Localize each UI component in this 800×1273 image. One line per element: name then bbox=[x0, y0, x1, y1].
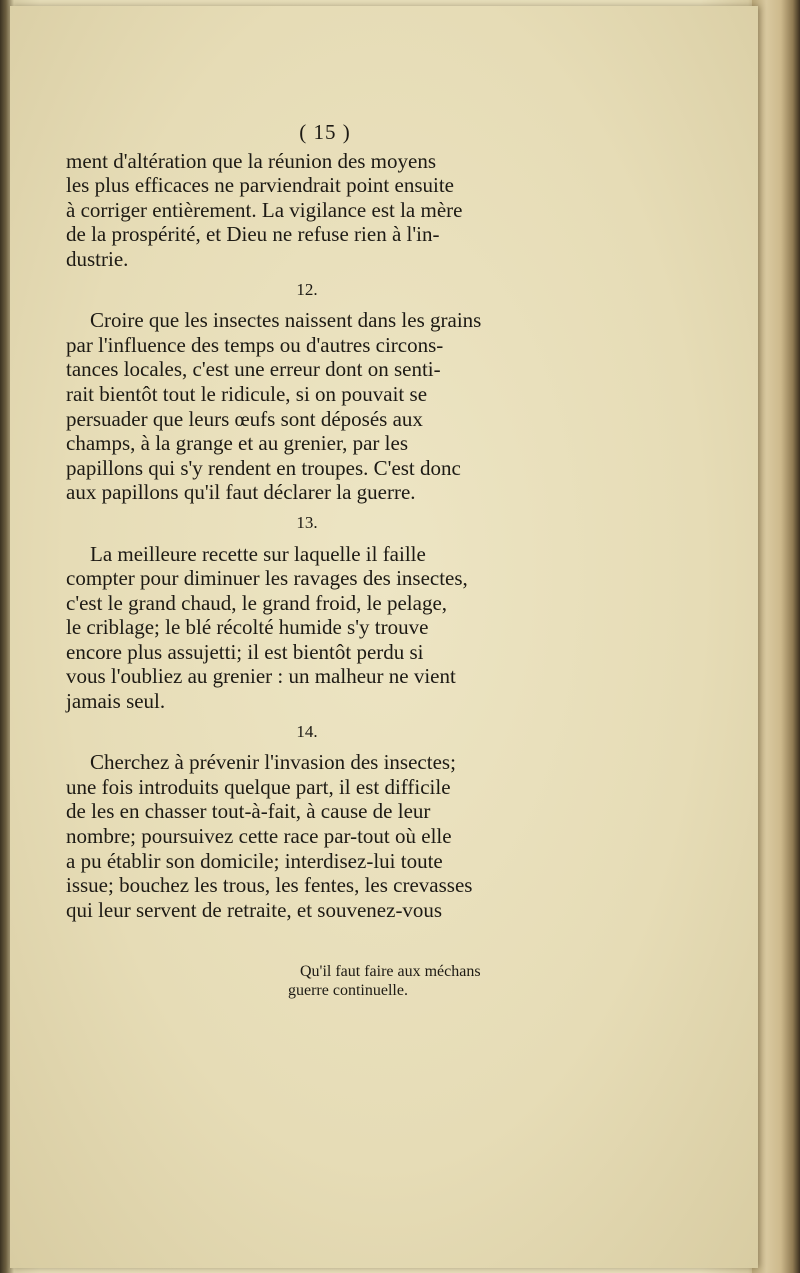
section-number-12: 12. bbox=[296, 279, 318, 299]
opening-paragraph bbox=[66, 149, 548, 272]
section-12-paragraph bbox=[66, 308, 548, 505]
text-line: La meilleure recette sur laquelle il faille bbox=[90, 541, 426, 566]
text-line: jamais seul. bbox=[66, 689, 166, 714]
text-line: une fois introduits quelque part, il est difficile bbox=[66, 774, 451, 799]
text-line: le criblage; le blé récolté humide s'y trouve bbox=[66, 615, 429, 640]
text-line: champs, à la grange et au grenier, par les bbox=[66, 431, 408, 456]
page-number-header: ( 15 ) bbox=[299, 120, 351, 144]
text-line: issue; bouchez les trous, les fentes, les crevasses bbox=[66, 873, 473, 898]
text-line: compter pour diminuer les ravages des insectes, bbox=[66, 566, 468, 591]
page-text bbox=[66, 120, 548, 922]
catchline-line: Qu'il faut faire aux méchans bbox=[300, 963, 481, 980]
section-number-14: 14. bbox=[296, 721, 318, 741]
text-line: encore plus assujetti; il est bientôt perdu si bbox=[66, 639, 424, 664]
text-line: par l'influence des temps ou d'autres circons- bbox=[66, 332, 444, 357]
text-line: nombre; poursuivez cette race par-tout où elle bbox=[66, 824, 452, 849]
text-line: a pu établir son domicile; interdisez-lui toute bbox=[66, 848, 443, 873]
page-edge bbox=[752, 0, 800, 1273]
text-line: dustrie. bbox=[66, 246, 129, 271]
catchline-note bbox=[288, 962, 481, 1000]
section-13-paragraph bbox=[66, 542, 548, 714]
text-line: de les en chasser tout-à-fait, à cause de leur bbox=[66, 799, 431, 824]
text-line: papillons qui s'y rendent en troupes. C'est donc bbox=[66, 455, 461, 480]
section-number-13: 13. bbox=[296, 512, 318, 532]
text-line: vous l'oubliez au grenier : un malheur ne vient bbox=[66, 664, 456, 689]
text-line: les plus efficaces ne parviendrait point ensuite bbox=[66, 173, 454, 198]
text-line: persuader que leurs œufs sont déposés aux bbox=[66, 406, 423, 431]
section-14-paragraph bbox=[66, 750, 548, 922]
text-line: ment d'altération que la réunion des moyens bbox=[66, 148, 437, 173]
text-line: de la prospérité, et Dieu ne refuse rien à l'in- bbox=[66, 222, 440, 247]
catchline-line: guerre continuelle. bbox=[288, 982, 408, 999]
text-line: qui leur servent de retraite, et souvenez-vous bbox=[66, 897, 443, 922]
text-line: rait bientôt tout le ridicule, si on pouvait se bbox=[66, 381, 428, 406]
text-line: tances locales, c'est une erreur dont on senti- bbox=[66, 357, 441, 382]
text-line: Cherchez à prévenir l'invasion des insectes; bbox=[90, 750, 456, 775]
text-line: à corriger entièrement. La vigilance est la mère bbox=[66, 197, 463, 222]
text-line: aux papillons qu'il faut déclarer la guerre. bbox=[66, 480, 416, 505]
text-line: Croire que les insectes naissent dans les grains bbox=[90, 308, 482, 333]
text-line: c'est le grand chaud, le grand froid, le pelage, bbox=[66, 590, 448, 615]
